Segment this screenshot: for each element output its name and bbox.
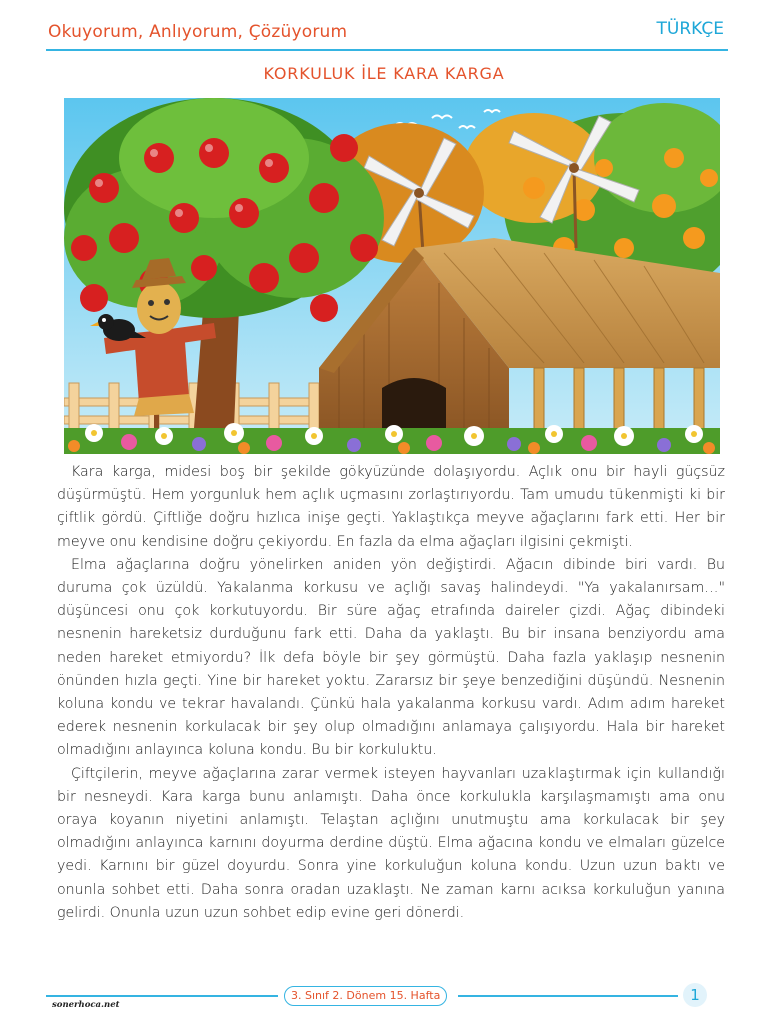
footer-divider-right <box>458 995 678 997</box>
header-title: Okuyorum, Anlıyorum, Çözüyorum <box>48 22 348 42</box>
story-paragraph-1: Kara karga, midesi boş bir şekilde gökyüzünde dolaşıyordu. Açlık onu bir hayli güçsüz düşürmüştü. Hem yorgunluk hem açlık uçmasını zorlaştırıyordu. Tam umudu tükenmişti ki bir çiftlik gördü. Çiftliğe doğru hızlıca inişe geçti. Yaklaştıkça meyve ağaçlarını fark etti. Her bir meyve onu kendisine doğru çekiyordu. En fazla da elma ağaçları ilgisini çekmişti. <box>57 464 725 550</box>
story-illustration <box>64 98 720 454</box>
page-footer <box>0 980 768 1024</box>
header-divider <box>46 49 728 51</box>
week-label: 3. Sınıf 2. Dönem 15. Hafta <box>284 986 447 1006</box>
subject-label: TÜRKÇE <box>656 19 724 39</box>
page-header <box>0 0 768 52</box>
page-number: 1 <box>683 983 707 1007</box>
story-paragraph-2: Elma ağaçlarına doğru yönelirken aniden yön değiştirdi. Ağacın dibinde biri vardı. Bu duruma çok üzüldü. Yakalanma korkusu ve açlığı savaş halindeydi. "Ya yakalanırsam…" düşüncesi onu çok korkutuyordu. Bir süre ağaç etrafında daireler çizdi. Ağaç dibindeki nesnenin hareketsiz durduğunu fark etti. Daha da yaklaştı. Bu bir insana benziyordu ama neden hareket etmiyordu? İlk defa böyle bir şey görmüştü. Daha fazla yaklaşıp nesnenin önünden hızla geçti. Yine bir hareket yoktu. Zararsız bir şeye benzediğini düşündü. Nesnenin koluna kondu ve tekrar havalandı. Çünkü hala yakalanma korkusu vardı. Adım adım hareket ederek nesnenin korkulacak bir şey olup olmadığını anlamaya çalışıyordu. Hala bir hareket olmadığını anlayınca koluna kondu. Bu bir korkuluktu. <box>57 556 725 759</box>
footer-divider-left <box>46 995 278 997</box>
story-paragraph-3: Çiftçilerin, meyve ağaçlarına zarar vermek isteyen hayvanları uzaklaştırmak için kullandığı bir nesneydi. Kara karga bunu anlamıştı. Daha önce korkulukla karşılaşmamıştı ama onu oraya koyanın niyetini anlamıştı. Telaştan açlığını unutmuştu ama korkulacak bir şey olmadığını anlayınca karnını doyurma derdine düştü. Elma ağacına kondu ve elmaları güzelce yedi. Karnını bir güzel doyurdu. Sonra yine korkuluğun koluna kondu. Uzun uzun baktı ve onunla sohbet etti. Daha sonra oradan uzaklaştı. Ne zaman karnı acıksa korkuluğun yanına gelirdi. Onunla uzun uzun sohbet edip evine geri dönerdi. <box>57 765 725 921</box>
story-title: KORKULUK İLE KARA KARGA <box>263 64 505 83</box>
footer-brand: sonerhoca.net <box>52 1000 120 1010</box>
story-text <box>57 461 725 925</box>
